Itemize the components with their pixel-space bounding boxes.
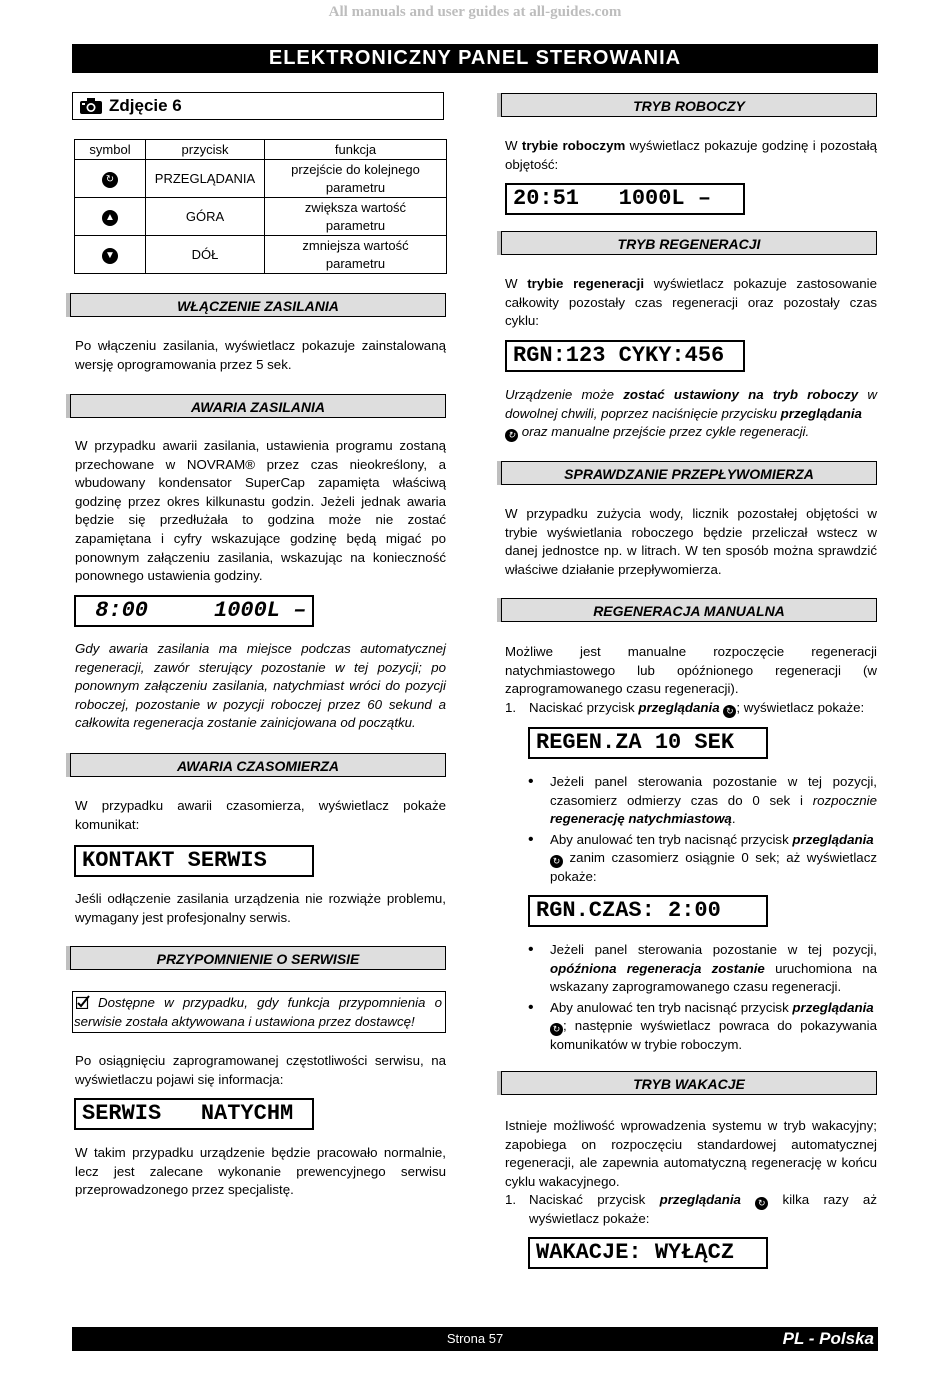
step-c: ; wyświetlacz pokaże: <box>736 700 865 715</box>
vacation-step <box>505 1191 877 1229</box>
manual-regen-text: Możliwe jest manualne rozpoczęcie regeneracji natychmiastowego lub opóźnionego regeneracji (w zaprogramowanego czasu regeneracji). <box>505 644 877 697</box>
table-cell: parametru <box>325 179 386 195</box>
b4-b: przeglądania <box>792 999 874 1015</box>
work-mode-text <box>505 137 877 174</box>
flow-check-text: W przypadku zużycia wody, licznik pozostałej objętości w trybie wyświetlania roboczego będzie przeliczał wstecz w danej jednostce np. w litrach. W ten sposób można sprawdzić właściwe działanie przepływomierza. <box>505 506 877 577</box>
work-mode-text-post: wyświetlacz pokazuje godzinę i pozostałą objętość: <box>505 138 878 172</box>
list-item <box>528 941 877 997</box>
regen-mode-text-post: wyświetlacz pokazuje zastosowanie całkowity pozostały czas regeneracji oraz pozostały czas cyklu: <box>505 276 877 329</box>
regen-mode-text-bold: trybie regeneracji <box>527 276 645 291</box>
table-cell: parametru <box>325 255 386 271</box>
section-header-vacation: TRYB WAKACJE <box>501 1071 877 1095</box>
manual-regen-bullets-2 <box>528 941 877 1057</box>
cycle-icon: ↻ <box>550 1023 563 1036</box>
timer-fail-text2: Jeśli odłączenie zasilania urządzenia nie rozwiąże problemu, wymagany jest profesjonalny serwis. <box>75 891 446 925</box>
photo-caption <box>72 92 444 120</box>
regen-note-b: zostać ustawiony na tryb roboczy <box>623 387 859 402</box>
table-row <box>75 198 447 236</box>
down-arrow-icon: ▼ <box>102 248 118 264</box>
table-row <box>75 160 447 198</box>
service-note-box <box>72 991 446 1033</box>
table-cell: PRZEGLĄDANIA <box>146 160 265 198</box>
step-a: Naciskać przycisk <box>529 700 639 715</box>
watermark: All manuals and user guides at all-guides.com <box>328 4 622 20</box>
list-item <box>528 831 877 887</box>
table-header: symbol <box>75 140 146 160</box>
work-mode-text-bold: trybie roboczym <box>521 138 626 153</box>
step-number: 1. <box>505 1192 517 1207</box>
b3-b: opóźniona regeneracja zostanie <box>550 960 765 976</box>
service-note: Dostępne w przypadku, gdy funkcja przypomnienia o serwisie została aktywowana i ustawiona przez dostawcę! <box>74 995 442 1029</box>
section-header-work-mode: TRYB ROBOCZY <box>501 93 877 117</box>
cycle-icon: ↻ <box>755 1197 768 1210</box>
cycle-icon: ↻ <box>102 172 118 188</box>
regen-mode-text <box>505 275 877 331</box>
regen-note-c: w dowolnej chwili, poprzez naciśnięcie przycisku <box>505 387 877 421</box>
table-cell: GÓRA <box>146 198 265 236</box>
service-text: Po osiągnięciu zaprogramowanej częstotliwości serwisu, na wyświetlaczu pojawi się informacja: <box>75 1053 446 1087</box>
regen-note-d: przeglądania <box>780 405 862 421</box>
lcd-regen-mode: RGN:123 CYKY:456 <box>505 340 745 372</box>
table-cell: DÓŁ <box>146 236 265 274</box>
manual-regen-bullets-1 <box>528 773 877 889</box>
camera-icon <box>79 97 103 115</box>
table-cell: zwiększa wartość <box>304 199 407 215</box>
b2-c: zanim czasomierz osiągnie 0 sek; aż wyświetlacz pokaże: <box>550 850 877 885</box>
b1-d: . <box>731 811 736 827</box>
power-on-text: Po włączeniu zasilania, wyświetlacz pokazuje zainstalowaną wersję oprogramowania przez 5 sek. <box>75 338 446 372</box>
vac-step-a: Naciskać przycisk <box>529 1192 660 1207</box>
table-cell: zmniejsza wartość <box>302 237 409 253</box>
section-header-service: PRZYPOMNIENIE O SERWISIE <box>70 946 446 970</box>
lcd-work-mode: 20:51 1000L – <box>505 183 745 215</box>
work-mode-text-pre: W <box>505 138 522 153</box>
page-title: ELEKTRONICZNY PANEL STEROWANIA <box>72 44 878 73</box>
b1-a: Jeżeli panel sterowania pozostanie w tej pozycji, czasomierz odmierzy czas do 0 sek i <box>550 774 877 808</box>
vacation-text: Istnieje możliwość wprowadzenia systemu w tryb wakacyjny; zapobiega on rozpoczęciu standardowej automatycznej regeneracji, ale zapewnia automatyczną regenerację w końcu cyklu wakacyjnego. <box>505 1118 877 1189</box>
section-header-regen-mode: TRYB REGENERACJI <box>501 231 877 255</box>
section-header-manual-regen: REGENERACJA MANUALNA <box>501 598 877 622</box>
lcd-timer-fail: KONTAKT SERWIS <box>74 845 314 877</box>
page-number: Strona 57 <box>446 1331 504 1346</box>
step-b: przeglądania <box>638 700 720 715</box>
table-header-row <box>75 140 447 160</box>
table-cell: parametru <box>325 217 386 233</box>
b1-b: rozpocznie <box>812 792 877 808</box>
cycle-icon: ↻ <box>723 705 736 718</box>
manual-regen-step <box>505 699 877 718</box>
b3-a: Jeżeli panel sterowania pozostanie w tej pozycji, <box>550 942 877 957</box>
footer <box>72 1327 878 1351</box>
timer-fail-text: W przypadku awarii czasomierza, wyświetlacz pokaże komunikat: <box>75 798 446 832</box>
b1-c: regenerację natychmiastową <box>550 811 732 827</box>
b4-c: ; następnie wyświetlacz powraca do pokazywania komunikatów w trybie roboczym. <box>550 1018 877 1053</box>
b2-b: przeglądania <box>792 831 874 847</box>
table-header: przycisk <box>146 140 265 160</box>
b3-c: uruchomiona na wskazany zaprogramowanego czasu regeneracji. <box>550 960 877 995</box>
section-header-timer-fail: AWARIA CZASOMIERZA <box>70 753 446 777</box>
language-label: PL - Polska <box>782 1329 874 1348</box>
table-row <box>75 236 447 274</box>
list-item <box>528 773 877 829</box>
b4-a: Aby anulować ten tryb nacisnąć przycisk <box>550 999 793 1015</box>
cycle-icon: ↻ <box>505 429 518 442</box>
power-fail-note: Gdy awaria zasilania ma miejsce podczas automatycznej regeneracji, zawór sterujący pozostanie w tej pozycji; po ponownym załączeniu zasilania, natychmiast wróci do pozycji roboczej, pozostanie w pozycji roboczej przez 60 sekund a całkowita regeneracja zostanie zainicjowana od początku. <box>75 641 446 731</box>
vac-step-c: kilka razy aż wyświetlacz pokaże: <box>529 1192 877 1226</box>
lcd-service: SERWIS NATYCHM <box>74 1098 314 1130</box>
vac-step-b: przeglądania <box>659 1192 741 1207</box>
b2-a: Aby anulować ten tryb nacisnąć przycisk <box>550 831 793 847</box>
regen-mode-text-pre: W <box>505 276 528 291</box>
lcd-manual-regen-2: RGN.CZAS: 2:00 <box>528 895 768 927</box>
regen-note-e: oraz manualne przejście przez cykle regeneracji. <box>518 424 810 440</box>
section-header-power-fail: AWARIA ZASILANIA <box>70 394 446 418</box>
section-header-flow-check: SPRAWDZANIE PRZEPŁYWOMIERZA <box>501 461 877 485</box>
step-number: 1. <box>505 700 517 715</box>
photo-title: Zdjęcie 6 <box>109 96 182 115</box>
service-text2: W takim przypadku urządzenie będzie pracowało normalnie, lecz jest zalecane wykonanie prewencyjnego serwisu przeprowadzonego przez specjalistę. <box>75 1145 446 1198</box>
lcd-power-fail: 8:00 1000L – <box>74 595 314 627</box>
list-item <box>528 999 877 1055</box>
power-fail-text: W przypadku awarii zasilania, ustawienia programu zostaną przechowane w NOVRAM® przez czas nieokreślony, a wbudowany kondensator SuperCap zapamięta właściwą godzinę przez okres kilkunastu godzin. Jeżeli jednak awaria będzie się przedłużała to godzina może nie zostać zapamiętana i cyfry wskazujące godzinę będą migać po ponownym załączeniu zasilania, wskazując na konieczność ponownego ustawienia godziny. <box>75 438 446 584</box>
regen-note-a: Urządzenie może <box>505 387 624 402</box>
lcd-vacation: WAKACJE: WYŁĄCZ <box>528 1237 768 1269</box>
table-cell: przejście do kolejnego <box>291 161 420 177</box>
cycle-icon: ↻ <box>550 855 563 868</box>
regen-mode-note <box>505 386 877 442</box>
lcd-manual-regen-1: REGEN.ZA 10 SEK <box>528 727 768 759</box>
up-arrow-icon: ▲ <box>102 210 118 226</box>
table-header: funkcja <box>265 140 447 160</box>
button-table <box>74 139 447 274</box>
section-header-power-on: WŁĄCZENIE ZASILANIA <box>70 293 446 317</box>
